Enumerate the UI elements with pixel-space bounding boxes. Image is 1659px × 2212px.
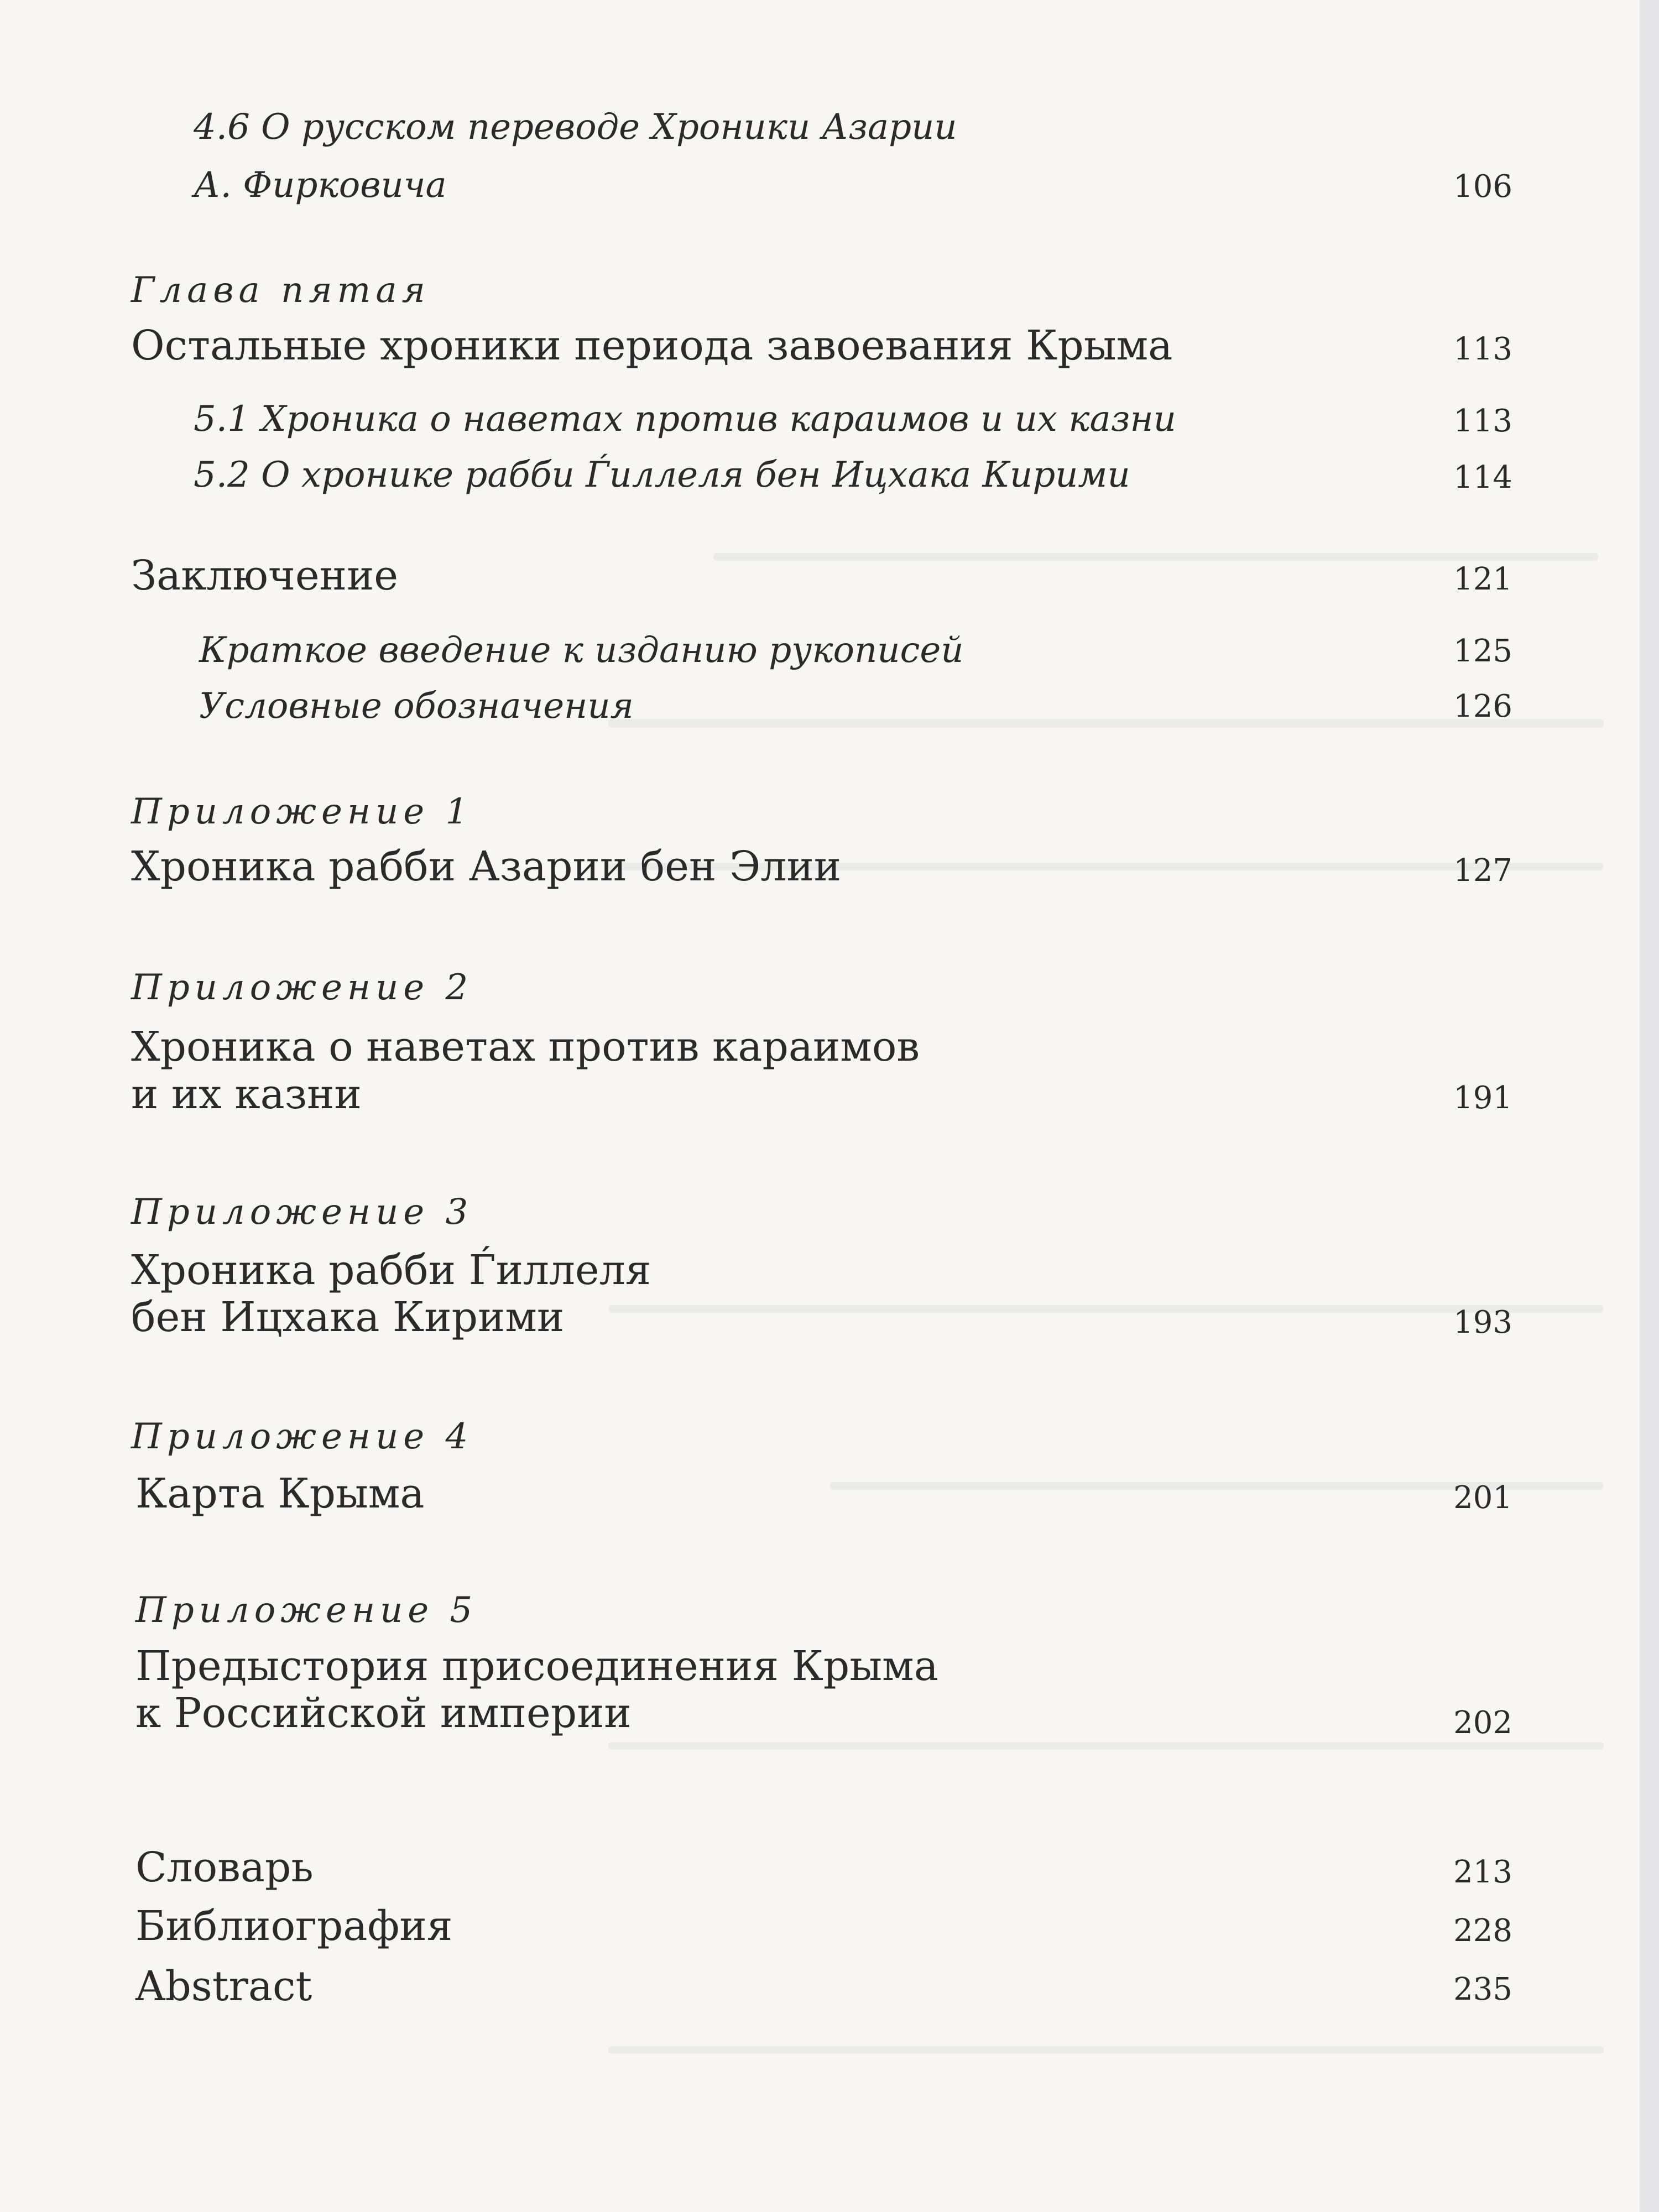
toc-appendix-2-line1[interactable]: Хроника о наветах против караимов bbox=[131, 1023, 920, 1071]
toc-appendix-3-line1[interactable]: Хроника рабби Ѓиллеля bbox=[131, 1246, 651, 1294]
toc-appendix-5-line2[interactable]: к Российской империи bbox=[135, 1689, 632, 1737]
toc-page-number: 202 bbox=[1453, 1705, 1512, 1741]
toc-page-number: 113 bbox=[1453, 331, 1512, 367]
toc-chapter5-title[interactable]: Остальные хроники периода завоевания Крыма bbox=[131, 322, 1173, 369]
toc-appendix-2-line2[interactable]: и их казни bbox=[131, 1071, 362, 1118]
toc-page-number: 193 bbox=[1453, 1305, 1512, 1340]
toc-page-number: 228 bbox=[1453, 1913, 1512, 1949]
bleed-through-texture bbox=[713, 553, 1598, 561]
toc-item-4-6-line2[interactable]: А. Фирковича bbox=[194, 165, 447, 206]
toc-appendix-1[interactable]: Хроника рабби Азарии бен Элии bbox=[131, 843, 842, 890]
appendix-label: Приложение 2 bbox=[131, 967, 473, 1008]
toc-bibliography[interactable]: Библиография bbox=[135, 1902, 453, 1950]
toc-page-number: 126 bbox=[1453, 688, 1512, 724]
bleed-through-texture bbox=[608, 2046, 1604, 2054]
appendix-label: Приложение 1 bbox=[131, 791, 473, 832]
toc-page-number: 113 bbox=[1453, 403, 1512, 439]
appendix-label: Приложение 5 bbox=[135, 1590, 478, 1631]
toc-item-5-2[interactable]: 5.2 О хронике рабби Ѓиллеля бен Ицхака Кирими bbox=[194, 455, 1130, 495]
toc-glossary[interactable]: Словарь bbox=[135, 1844, 314, 1891]
toc-page-number: 125 bbox=[1453, 633, 1512, 669]
page-edge bbox=[1640, 0, 1659, 2212]
toc-page-number: 213 bbox=[1453, 1854, 1512, 1890]
toc-page-number: 114 bbox=[1453, 460, 1512, 495]
toc-page-number: 106 bbox=[1453, 169, 1512, 205]
toc-item-5-1[interactable]: 5.1 Хроника о наветах против караимов и их казни bbox=[194, 399, 1176, 440]
toc-abstract[interactable]: Abstract bbox=[135, 1963, 312, 2010]
toc-item-4-6-line1[interactable]: 4.6 О русском переводе Хроники Азарии bbox=[194, 107, 957, 148]
toc-page-number: 191 bbox=[1453, 1080, 1512, 1116]
toc-intro[interactable]: Краткое введение к изданию рукописей bbox=[199, 630, 964, 671]
toc-appendix-5-line1[interactable]: Предыстория присоединения Крыма bbox=[135, 1642, 938, 1690]
bleed-through-texture bbox=[608, 1742, 1604, 1750]
toc-page-number: 201 bbox=[1453, 1480, 1512, 1516]
chapter-label: Глава пятая bbox=[131, 270, 430, 311]
toc-conclusion[interactable]: Заключение bbox=[131, 552, 399, 599]
appendix-label: Приложение 3 bbox=[131, 1192, 473, 1233]
toc-symbols[interactable]: Условные обозначения bbox=[199, 686, 634, 727]
toc-appendix-3-line2[interactable]: бен Ицхака Кирими bbox=[131, 1293, 565, 1341]
toc-page-number: 127 bbox=[1453, 853, 1512, 889]
toc-appendix-4[interactable]: Карта Крыма bbox=[135, 1470, 425, 1517]
toc-page-number: 121 bbox=[1453, 561, 1512, 597]
appendix-label: Приложение 4 bbox=[131, 1416, 473, 1457]
toc-page-number: 235 bbox=[1453, 1971, 1512, 2007]
